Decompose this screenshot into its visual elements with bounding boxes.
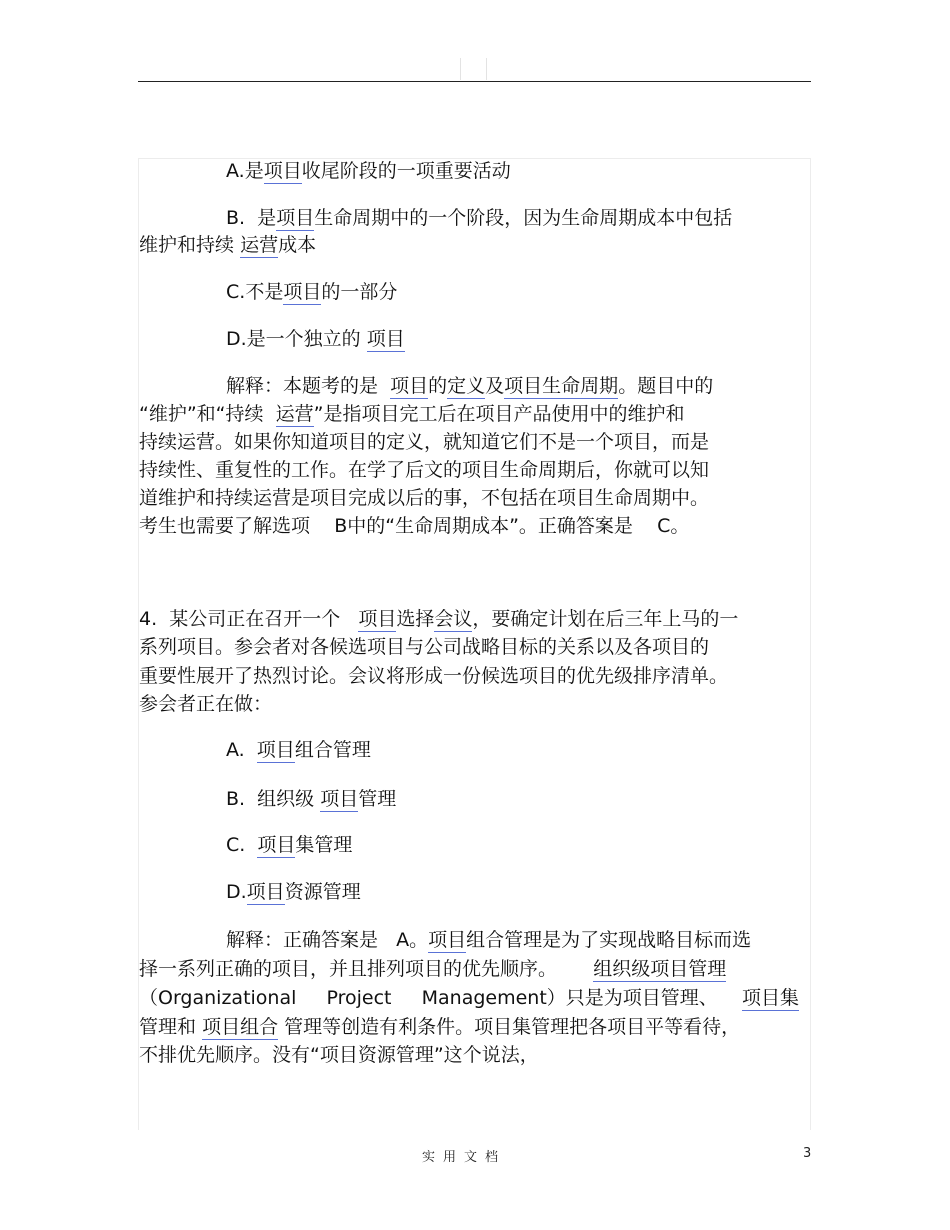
q4-stem-line-4: 参会者正在做： bbox=[139, 693, 273, 715]
q3-explanation-line-2: “维护”和“持续 运营”是指项目完工后在项目产品使用中的维护和 bbox=[139, 403, 685, 425]
footer-label: 实用文档 bbox=[422, 1150, 507, 1165]
q3-option-b: B. 是项目生命周期中的一个阶段，因为生命周期成本中包括 bbox=[226, 207, 733, 229]
q3-explanation-line-1: 解释：本题考的是 项目的定义及项目生命周期。题目中的 bbox=[226, 375, 714, 397]
q4-option-a: A. 项目组合管理 bbox=[226, 739, 371, 761]
q3-explanation-line-5: 道维护和持续运营是项目完成以后的事，不包括在项目生命周期中。 bbox=[139, 487, 710, 509]
q4-stem-line-2: 系列项目。参会者对各候选项目与公司战略目标的关系以及各项目的 bbox=[139, 636, 710, 658]
header-rule bbox=[138, 81, 811, 82]
q3-explanation-line-4: 持续性、重复性的工作。在学了后文的项目生命周期后，你就可以知 bbox=[139, 459, 710, 481]
q4-explanation-line-4: 管理和 项目组合 管理等创造有利条件。项目集管理把各项目平等看待， bbox=[139, 1016, 741, 1038]
q4-explanation-line-5: 不排优先顺序。没有“项目资源管理”这个说法， bbox=[139, 1044, 539, 1066]
q3-option-a: A.是项目收尾阶段的一项重要活动 bbox=[226, 160, 511, 182]
q4-stem-line-1: 4. 某公司正在召开一个 项目选择会议，要确定计划在后三年上马的一 bbox=[139, 608, 739, 630]
q3-option-c: C.不是项目的一部分 bbox=[226, 281, 398, 303]
header-mark bbox=[460, 58, 461, 80]
q3-explanation-line-6: 考生也需要了解选项 B中的“生命周期成本”。正确答案是 C。 bbox=[139, 515, 690, 537]
q3-option-d: D.是一个独立的 项目 bbox=[226, 328, 405, 350]
content-frame-right bbox=[810, 158, 811, 1130]
q4-explanation-line-1: 解释：正确答案是 A。项目组合管理是为了实现战略目标而选 bbox=[226, 929, 752, 951]
page-number: 3 bbox=[803, 1146, 812, 1161]
q4-explanation-line-2: 择一系列正确的项目，并且排列项目的优先顺序。 组织级项目管理 bbox=[139, 958, 727, 980]
header-mark bbox=[486, 58, 487, 80]
q4-option-c: C. 项目集管理 bbox=[226, 834, 353, 856]
q4-option-d: D.项目资源管理 bbox=[226, 881, 361, 903]
q4-stem-line-3: 重要性展开了热烈讨论。会议将形成一份候选项目的优先级排序清单。 bbox=[139, 665, 729, 687]
q3-explanation-line-3: 持续运营。如果你知道项目的定义，就知道它们不是一个项目，而是 bbox=[139, 431, 710, 453]
q4-option-b: B. 组织级 项目管理 bbox=[226, 788, 397, 810]
q4-explanation-line-3: （Organizational Project Management）只是为项目管理、 项目集 bbox=[139, 987, 799, 1009]
q3-option-b-cont: 维护和持续 运营成本 bbox=[139, 234, 317, 256]
